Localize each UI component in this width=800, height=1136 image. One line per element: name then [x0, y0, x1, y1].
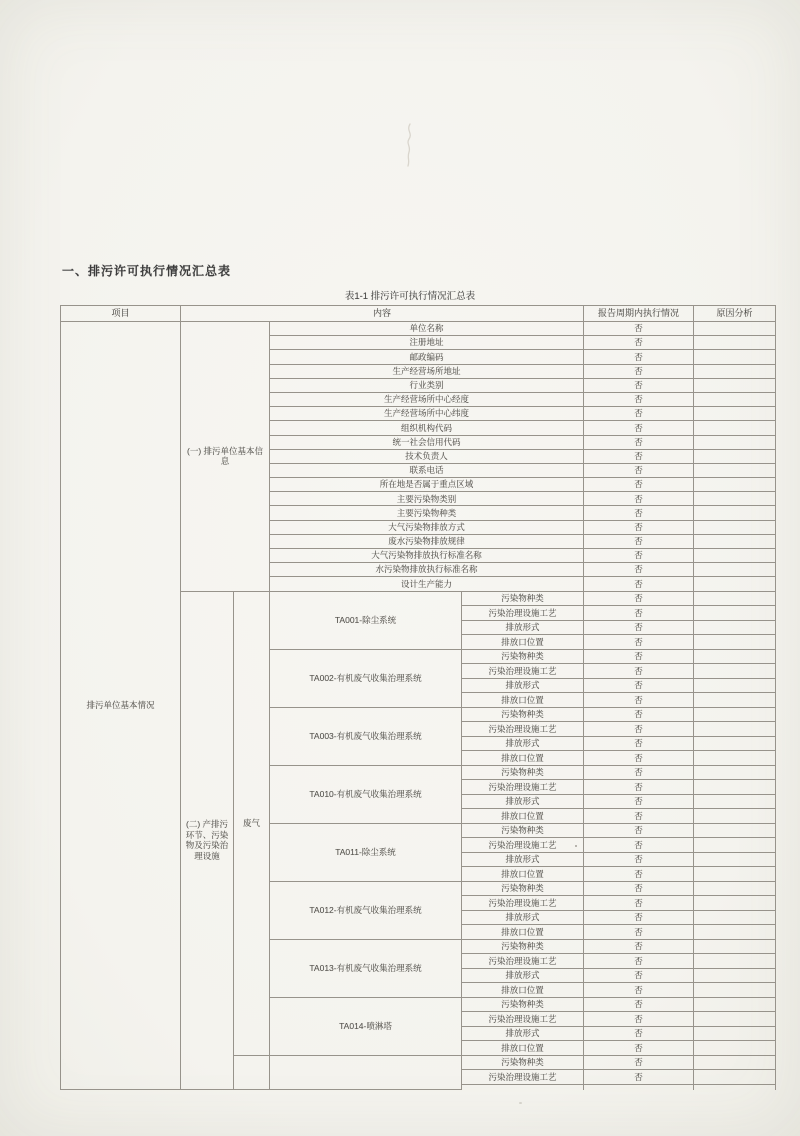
status-cell: 否	[584, 577, 694, 591]
status-cell: 否	[584, 997, 694, 1012]
reason-cell	[694, 896, 776, 911]
status-cell: 否	[584, 407, 694, 421]
status-cell: 否	[584, 506, 694, 520]
status-cell: 否	[584, 1055, 694, 1070]
reason-cell	[694, 1012, 776, 1027]
reason-cell	[694, 1041, 776, 1056]
system-name-cell: TA013-有机废气收集治理系统	[270, 939, 462, 997]
content-cell: 污染治理设施工艺	[462, 722, 584, 737]
reason-cell	[694, 449, 776, 463]
section-label-cell: (二) 产排污环节、污染物及污染治理设施	[181, 591, 234, 1090]
reason-cell	[694, 954, 776, 969]
status-cell: 否	[584, 736, 694, 751]
reason-cell	[694, 823, 776, 838]
system-name-cell: TA011-除尘系统	[270, 823, 462, 881]
reason-cell	[694, 780, 776, 795]
content-cell: 统一社会信用代码	[270, 435, 584, 449]
reason-cell	[694, 678, 776, 693]
content-cell: 污染物种类	[462, 591, 584, 606]
content-cell: 污染治理设施工艺	[462, 954, 584, 969]
status-cell: 否	[584, 925, 694, 940]
content-cell: 排放形式	[462, 852, 584, 867]
status-cell: 否	[584, 520, 694, 534]
reason-cell	[694, 649, 776, 664]
status-cell: 否	[584, 693, 694, 708]
status-cell: 否	[584, 867, 694, 882]
reason-cell	[694, 664, 776, 679]
status-cell	[584, 1084, 694, 1090]
item-category-cell: 排污单位基本情况	[61, 322, 181, 1090]
status-cell: 否	[584, 1070, 694, 1085]
status-cell: 否	[584, 492, 694, 506]
reason-cell	[694, 997, 776, 1012]
status-cell: 否	[584, 635, 694, 650]
reason-cell	[694, 463, 776, 477]
reason-cell	[694, 577, 776, 591]
reason-cell	[694, 838, 776, 853]
content-cell: 注册地址	[270, 336, 584, 350]
status-cell: 否	[584, 954, 694, 969]
content-cell: 水污染物排放执行标准名称	[270, 563, 584, 577]
reason-cell	[694, 968, 776, 983]
status-cell: 否	[584, 478, 694, 492]
header-reason: 原因分析	[694, 306, 776, 322]
content-cell: 排放口位置	[462, 751, 584, 766]
status-cell: 否	[584, 823, 694, 838]
status-cell: 否	[584, 780, 694, 795]
content-cell: 污染物种类	[462, 997, 584, 1012]
status-cell: 否	[584, 968, 694, 983]
status-cell: 否	[584, 794, 694, 809]
reason-cell	[694, 478, 776, 492]
reason-cell	[694, 910, 776, 925]
medium-label-cell: 废气	[234, 591, 270, 1055]
reason-cell	[694, 794, 776, 809]
reason-cell	[694, 591, 776, 606]
status-cell: 否	[584, 378, 694, 392]
medium-label-cell	[234, 1055, 270, 1090]
content-cell: 行业类别	[270, 378, 584, 392]
reason-cell	[694, 435, 776, 449]
reason-cell	[694, 336, 776, 350]
content-cell: 排放口位置	[462, 693, 584, 708]
content-cell: 邮政编码	[270, 350, 584, 364]
content-cell: 污染治理设施工艺	[462, 838, 584, 853]
content-cell: 排放形式	[462, 968, 584, 983]
content-cell: 单位名称	[270, 322, 584, 336]
permit-execution-summary-table	[60, 305, 776, 1090]
content-cell: 所在地是否属于重点区域	[270, 478, 584, 492]
content-cell: 污染治理设施工艺	[462, 780, 584, 795]
reason-cell	[694, 392, 776, 406]
reason-cell	[694, 322, 776, 336]
content-cell: 生产经营场所中心纬度	[270, 407, 584, 421]
system-name-cell: TA002-有机废气收集治理系统	[270, 649, 462, 707]
status-cell: 否	[584, 534, 694, 548]
content-cell: 排放口位置	[462, 925, 584, 940]
content-cell: 污染治理设施工艺	[462, 1070, 584, 1085]
reason-cell	[694, 722, 776, 737]
reason-cell	[694, 520, 776, 534]
content-cell: 污染物种类	[462, 765, 584, 780]
status-cell: 否	[584, 322, 694, 336]
table-title: 表1-1 排污许可执行情况汇总表	[344, 291, 476, 302]
reason-cell	[694, 707, 776, 722]
reason-cell	[694, 693, 776, 708]
status-cell: 否	[584, 549, 694, 563]
reason-cell	[694, 378, 776, 392]
header-item: 项目	[61, 306, 181, 322]
content-cell: 生产经营场所中心经度	[270, 392, 584, 406]
system-name-cell: TA012-有机废气收集治理系统	[270, 881, 462, 939]
status-cell: 否	[584, 421, 694, 435]
content-cell: 大气污染物排放方式	[270, 520, 584, 534]
content-cell: 污染治理设施工艺	[462, 1012, 584, 1027]
content-cell: 排放形式	[462, 678, 584, 693]
reason-cell	[694, 364, 776, 378]
reason-cell	[694, 736, 776, 751]
reason-cell	[694, 1070, 776, 1085]
content-cell: 污染治理设施工艺	[462, 664, 584, 679]
content-cell: 污染物种类	[462, 939, 584, 954]
content-cell: 污染物种类	[462, 823, 584, 838]
reason-cell	[694, 563, 776, 577]
reason-cell	[694, 492, 776, 506]
reason-cell	[694, 549, 776, 563]
reason-cell	[694, 506, 776, 520]
status-cell: 否	[584, 350, 694, 364]
content-cell: 废水污染物排放规律	[270, 534, 584, 548]
reason-cell	[694, 867, 776, 882]
reason-cell	[694, 1084, 776, 1090]
status-cell: 否	[584, 620, 694, 635]
status-cell: 否	[584, 664, 694, 679]
reason-cell	[694, 350, 776, 364]
status-cell: 否	[584, 449, 694, 463]
content-cell: 排放口位置	[462, 867, 584, 882]
status-cell: 否	[584, 336, 694, 350]
status-cell: 否	[584, 896, 694, 911]
system-name-cell: TA014-喷淋塔	[270, 997, 462, 1055]
reason-cell	[694, 852, 776, 867]
content-cell: 污染治理设施工艺	[462, 896, 584, 911]
status-cell: 否	[584, 563, 694, 577]
header-content: 内容	[181, 306, 584, 322]
content-cell: 排放口位置	[462, 809, 584, 824]
section-label-cell: (一) 排污单位基本信息	[181, 322, 270, 592]
content-cell: 主要污染物类别	[270, 492, 584, 506]
content-cell: 排放形式	[462, 736, 584, 751]
status-cell: 否	[584, 852, 694, 867]
status-cell: 否	[584, 722, 694, 737]
pen-mark-artifact	[392, 122, 428, 178]
header-row	[61, 306, 776, 322]
reason-cell	[694, 407, 776, 421]
status-cell: 否	[584, 707, 694, 722]
reason-cell	[694, 606, 776, 621]
reason-cell	[694, 765, 776, 780]
content-cell: 排放形式	[462, 620, 584, 635]
reason-cell	[694, 983, 776, 998]
status-cell: 否	[584, 591, 694, 606]
content-cell: 污染物种类	[462, 707, 584, 722]
content-cell: 联系电话	[270, 463, 584, 477]
status-cell: 否	[584, 983, 694, 998]
content-cell: 污染治理设施工艺	[462, 606, 584, 621]
content-cell: 排放形式	[462, 910, 584, 925]
status-cell: 否	[584, 649, 694, 664]
status-cell: 否	[584, 435, 694, 449]
header-execution: 报告周期内执行情况	[584, 306, 694, 322]
content-cell: 排放形式	[462, 1026, 584, 1041]
content-cell: 污染物种类	[462, 649, 584, 664]
reason-cell	[694, 421, 776, 435]
status-cell: 否	[584, 751, 694, 766]
reason-cell	[694, 809, 776, 824]
status-cell: 否	[584, 1041, 694, 1056]
status-cell: 否	[584, 910, 694, 925]
content-cell	[462, 1084, 584, 1090]
reason-cell	[694, 620, 776, 635]
reason-cell	[694, 939, 776, 954]
status-cell: 否	[584, 392, 694, 406]
reason-cell	[694, 881, 776, 896]
content-cell: 排放口位置	[462, 635, 584, 650]
content-cell: 组织机构代码	[270, 421, 584, 435]
section-heading: 一、排污许可执行情况汇总表	[62, 264, 232, 278]
content-cell: 大气污染物排放执行标准名称	[270, 549, 584, 563]
ink-speck	[519, 1102, 522, 1104]
reason-cell	[694, 534, 776, 548]
status-cell: 否	[584, 463, 694, 477]
content-cell: 排放形式	[462, 794, 584, 809]
content-cell: 污染物种类	[462, 1055, 584, 1070]
status-cell: 否	[584, 678, 694, 693]
system-name-cell: TA010-有机废气收集治理系统	[270, 765, 462, 823]
status-cell: 否	[584, 1026, 694, 1041]
content-cell: 主要污染物种类	[270, 506, 584, 520]
status-cell: 否	[584, 364, 694, 378]
status-cell: 否	[584, 809, 694, 824]
table-row	[61, 322, 776, 336]
content-cell: 排放口位置	[462, 983, 584, 998]
reason-cell	[694, 1055, 776, 1070]
content-cell: 生产经营场所地址	[270, 364, 584, 378]
content-cell: 排放口位置	[462, 1041, 584, 1056]
status-cell: 否	[584, 939, 694, 954]
system-name-cell: TA003-有机废气收集治理系统	[270, 707, 462, 765]
content-cell: 技术负责人	[270, 449, 584, 463]
reason-cell	[694, 751, 776, 766]
content-cell: 污染物种类	[462, 881, 584, 896]
status-cell: 否	[584, 1012, 694, 1027]
status-cell: 否	[584, 838, 694, 853]
status-cell: 否	[584, 765, 694, 780]
reason-cell	[694, 635, 776, 650]
reason-cell	[694, 1026, 776, 1041]
status-cell: 否	[584, 881, 694, 896]
status-cell: 否	[584, 606, 694, 621]
reason-cell	[694, 925, 776, 940]
system-name-cell: TA001-除尘系统	[270, 591, 462, 649]
content-cell: 设计生产能力	[270, 577, 584, 591]
system-name-cell	[270, 1055, 462, 1090]
